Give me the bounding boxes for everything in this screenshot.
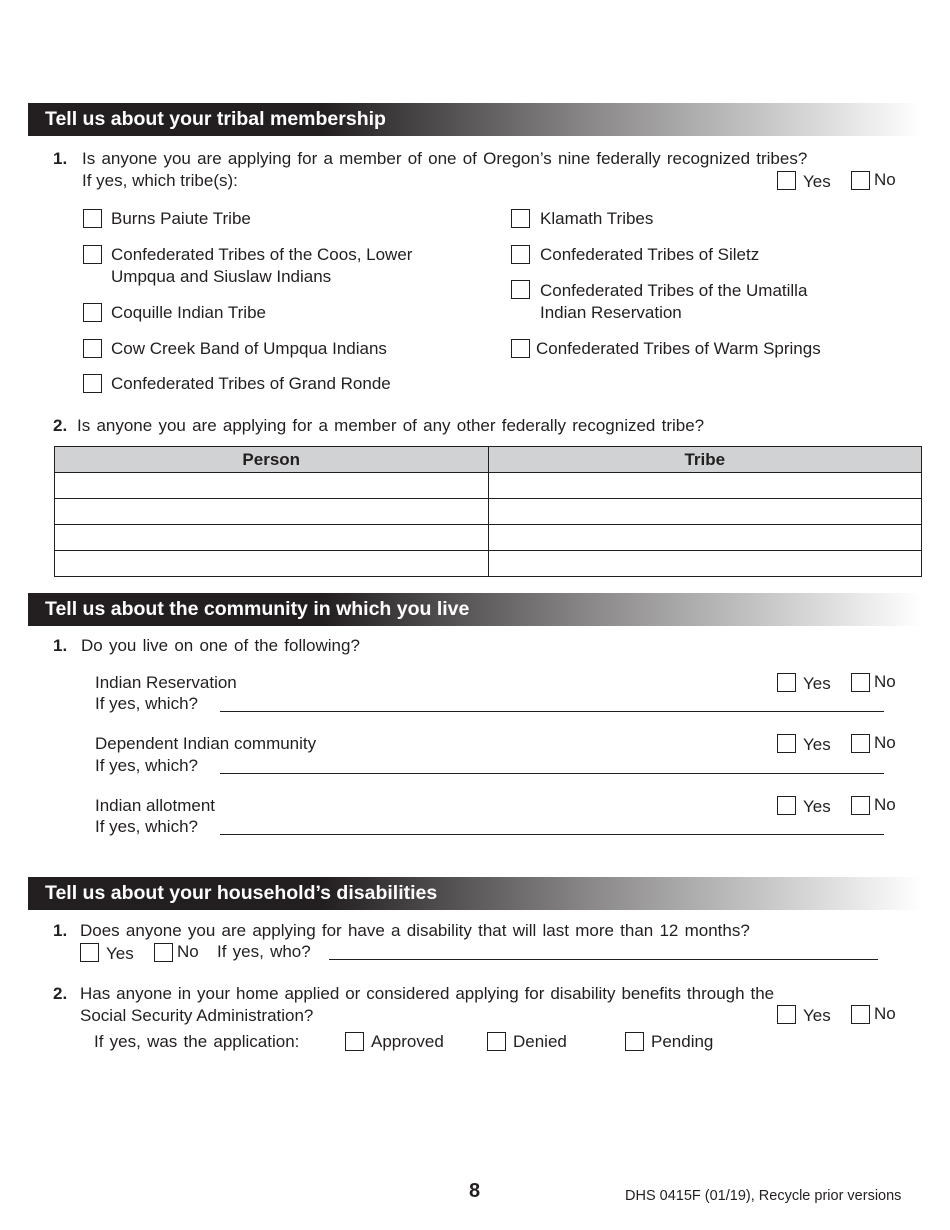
section-header-disability: Tell us about your household’s disabilities xyxy=(28,877,922,910)
ssa-applied-no-checkbox[interactable] xyxy=(851,1005,870,1024)
status-approved-checkbox[interactable] xyxy=(345,1032,364,1051)
tribe-checkbox-burns-paiute[interactable] xyxy=(83,209,102,228)
person-cell[interactable] xyxy=(55,525,489,551)
yes-label: Yes xyxy=(803,172,831,191)
question-number: 1. xyxy=(53,149,68,168)
no-label: No xyxy=(874,795,896,814)
community-item-label: Indian Reservation xyxy=(95,673,237,692)
if-yes-which-label: If yes, which? xyxy=(95,756,198,775)
table-row xyxy=(55,499,922,525)
tribe-checkbox-coquille[interactable] xyxy=(83,303,102,322)
person-cell[interactable] xyxy=(55,473,489,499)
no-label: No xyxy=(177,942,199,961)
status-denied-checkbox[interactable] xyxy=(487,1032,506,1051)
tribe-checkbox-umatilla[interactable] xyxy=(511,280,530,299)
no-label: No xyxy=(874,1004,896,1023)
community-item-label: Dependent Indian community xyxy=(95,734,317,753)
tribe-cell[interactable] xyxy=(488,499,922,525)
table-row xyxy=(55,525,922,551)
table-row xyxy=(55,551,922,577)
dependent-community-no-checkbox[interactable] xyxy=(851,734,870,753)
tribe-membership-table xyxy=(54,446,922,577)
tribal-member-yes-checkbox[interactable] xyxy=(777,171,796,190)
person-cell[interactable] xyxy=(55,499,489,525)
no-label: No xyxy=(874,733,896,752)
tribe-label: Confederated Tribes of Grand Ronde xyxy=(111,374,391,393)
tribe-checkbox-warm-springs[interactable] xyxy=(511,339,530,358)
tribe-label-continued: Indian Reservation xyxy=(540,303,682,322)
tribal-member-no-checkbox[interactable] xyxy=(851,171,870,190)
reservation-which-input[interactable] xyxy=(220,711,884,712)
tribe-label: Confederated Tribes of Warm Springs xyxy=(536,339,821,358)
allotment-yes-checkbox[interactable] xyxy=(777,796,796,815)
question-text: Is anyone you are applying for a member of one of Oregon’s nine federally recognized tribes? xyxy=(82,149,808,168)
question-number: 1. xyxy=(53,921,68,940)
disability-yes-checkbox[interactable] xyxy=(80,943,99,962)
ssa-applied-yes-checkbox[interactable] xyxy=(777,1005,796,1024)
disability-who-input[interactable] xyxy=(329,959,878,960)
if-yes-which-label: If yes, which? xyxy=(95,817,198,836)
yes-label: Yes xyxy=(803,797,831,816)
if-yes-who-label: If yes, who? xyxy=(217,942,311,961)
tribe-label: Coquille Indian Tribe xyxy=(111,303,266,322)
tribe-checkbox-coos-umpqua-siuslaw[interactable] xyxy=(83,245,102,264)
status-denied-label: Denied xyxy=(513,1032,567,1051)
question-text-continued: If yes, which tribe(s): xyxy=(82,171,238,190)
yes-label: Yes xyxy=(803,735,831,754)
question-number: 1. xyxy=(53,636,68,655)
application-status-label: If yes, was the application: xyxy=(94,1032,300,1051)
community-item-label: Indian allotment xyxy=(95,796,216,815)
section-header-tribal: Tell us about your tribal membership xyxy=(28,103,922,136)
question-number: 2. xyxy=(53,416,68,435)
tribe-label: Confederated Tribes of the Umatilla xyxy=(540,281,808,300)
tribe-label: Confederated Tribes of Siletz xyxy=(540,245,760,264)
column-header-person: Person xyxy=(55,447,489,473)
table-row xyxy=(55,473,922,499)
page-number: 8 xyxy=(469,1180,481,1202)
question-text: Do you live on one of the following? xyxy=(81,636,360,655)
reservation-yes-checkbox[interactable] xyxy=(777,673,796,692)
yes-label: Yes xyxy=(803,1006,831,1025)
allotment-which-input[interactable] xyxy=(220,834,884,835)
tribe-label: Cow Creek Band of Umpqua Indians xyxy=(111,339,387,358)
tribe-label: Burns Paiute Tribe xyxy=(111,209,251,228)
dependent-community-which-input[interactable] xyxy=(220,773,884,774)
reservation-no-checkbox[interactable] xyxy=(851,673,870,692)
form-id: DHS 0415F (01/19), Recycle prior versions xyxy=(625,1188,902,1204)
question-text: Is anyone you are applying for a member of any other federally recognized tribe? xyxy=(77,416,705,435)
tribe-checkbox-klamath[interactable] xyxy=(511,209,530,228)
tribe-cell[interactable] xyxy=(488,551,922,577)
status-approved-label: Approved xyxy=(371,1032,444,1051)
yes-label: Yes xyxy=(106,944,134,963)
disability-no-checkbox[interactable] xyxy=(154,943,173,962)
yes-label: Yes xyxy=(803,674,831,693)
section-header-community: Tell us about the community in which you live xyxy=(28,593,922,626)
question-text: Does anyone you are applying for have a disability that will last more than 12 months? xyxy=(80,921,750,940)
tribe-label-continued: Umpqua and Siuslaw Indians xyxy=(111,267,332,286)
status-pending-label: Pending xyxy=(651,1032,714,1051)
column-header-tribe: Tribe xyxy=(488,447,922,473)
person-cell[interactable] xyxy=(55,551,489,577)
tribe-cell[interactable] xyxy=(488,473,922,499)
no-label: No xyxy=(874,170,896,189)
table-header-row xyxy=(55,447,922,473)
tribe-checkbox-grand-ronde[interactable] xyxy=(83,374,102,393)
no-label: No xyxy=(874,672,896,691)
question-text: Has anyone in your home applied or considered applying for disability benefits through the xyxy=(80,984,775,1003)
tribe-checkbox-cow-creek[interactable] xyxy=(83,339,102,358)
tribe-label: Klamath Tribes xyxy=(540,209,654,228)
if-yes-which-label: If yes, which? xyxy=(95,694,198,713)
tribe-checkbox-siletz[interactable] xyxy=(511,245,530,264)
allotment-no-checkbox[interactable] xyxy=(851,796,870,815)
tribe-cell[interactable] xyxy=(488,525,922,551)
question-text-continued: Social Security Administration? xyxy=(80,1006,314,1025)
status-pending-checkbox[interactable] xyxy=(625,1032,644,1051)
question-number: 2. xyxy=(53,984,68,1003)
dependent-community-yes-checkbox[interactable] xyxy=(777,734,796,753)
tribe-label: Confederated Tribes of the Coos, Lower xyxy=(111,245,413,264)
